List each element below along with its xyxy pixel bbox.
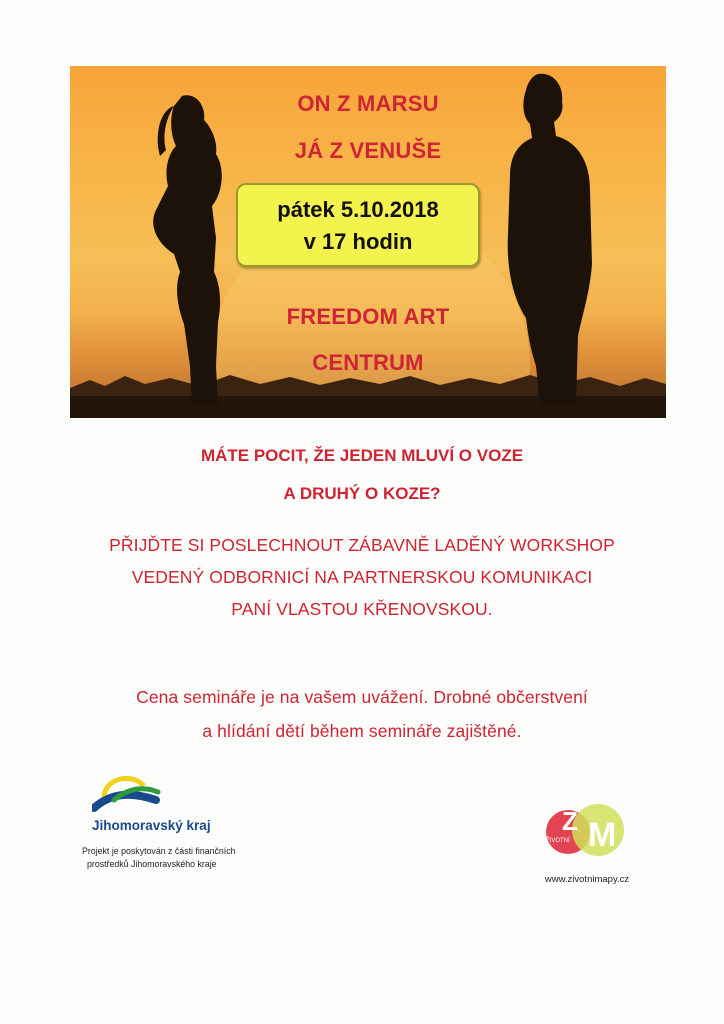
sponsor-emblem-icon (92, 770, 162, 816)
sponsor-logo (82, 770, 252, 880)
partner-url[interactable]: www.zivotnimapy.cz (544, 874, 630, 885)
question-line2: A DRUHÝ O KOZE? (283, 484, 441, 503)
venue-line1: FREEDOM ART (286, 304, 450, 329)
pricing-line2: a hlídání dětí během semináře zajištěné. (202, 721, 522, 741)
event-time: v 17 hodin (303, 229, 413, 254)
partner-emblem-icon (532, 798, 642, 868)
svg-text:M: M (588, 816, 617, 854)
question-line1: MÁTE POCIT, ŽE JEDEN MLUVÍ O VOZE (200, 446, 524, 465)
pricing-line1: Cena semináře je na vašem uvážení. Drobné občerstvení (136, 687, 588, 707)
sponsor-note-line2: prostředků Jihomoravského kraje (87, 859, 217, 869)
event-title-line1: ON Z MARSU (297, 91, 439, 116)
event-title-line2: JÁ Z VENUŠE (294, 138, 442, 163)
event-banner (70, 66, 666, 418)
sponsor-note-line1: Projekt je poskytován z části finančních (82, 846, 236, 856)
invitation-line1: PŘIJĎTE SI POSLECHNOUT ZÁBAVNĚ LADĚNÝ WORKSHOP (109, 535, 615, 555)
event-date: pátek 5.10.2018 (277, 197, 439, 222)
partner-logo (532, 798, 642, 888)
invitation-line3: PANÍ VLASTOU KŘENOVSKOU. (231, 599, 493, 619)
svg-text:ŽIVOTNÍ: ŽIVOTNÍ (546, 838, 570, 844)
sponsor-name: Jihomoravský kraj (92, 818, 211, 833)
date-box (236, 183, 480, 267)
invitation-line2: VEDENÝ ODBORNICÍ NA PARTNERSKOU KOMUNIKACI (131, 567, 593, 587)
svg-text:Z: Z (562, 806, 578, 836)
venue-line2: CENTRUM (312, 350, 424, 375)
